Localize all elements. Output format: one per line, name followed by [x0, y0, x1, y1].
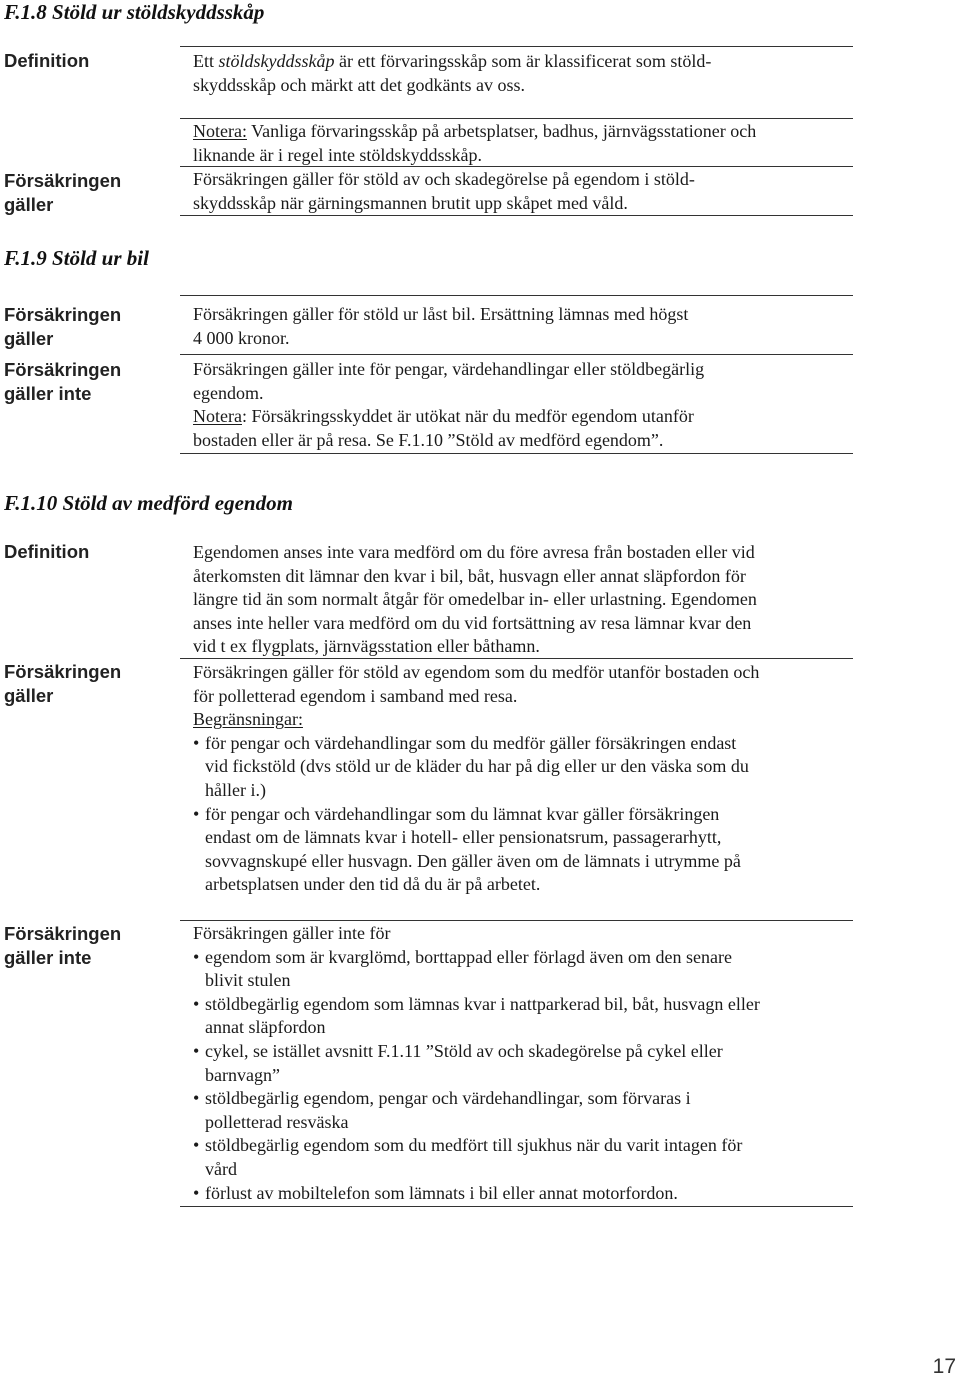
exclusion-text: Försäkringen gäller inte för • egendom som är kvarglömd, borttappad eller förlagd även om den senare blivit stulen • stöldbegärlig egendom som lämnas kvar i nattparkerad bil, båt, husvagn eller annat släpfordon • cykel, se istället avsnitt F.1.11 ”Stöld av och skadegörelse på cykel eller barnvagn” • stöldbegärlig egendom, pengar och värdehandlingar, som förvaras i polletterad resväska • stöldbegärlig egendom som du medfört till sjukhus när du varit intagen för vård • förlust av mobiltelefon som lämnats i bil eller annat motorfordon.	[193, 922, 760, 1205]
label-coverage: Försäkringen gäller	[4, 661, 122, 706]
divider	[180, 354, 853, 355]
definition-line: Ett stöldskyddsskåp är ett förvaringsskåp som är klassificerat som stöld-	[193, 51, 712, 71]
divider	[180, 46, 853, 47]
label-exclusions: Försäkringen gäller inte	[4, 359, 122, 404]
label-definition: Definition	[4, 541, 90, 562]
list-item: • cykel, se istället avsnitt F.1.11 ”Stöld av och skadegörelse på cykel eller barnvagn”	[193, 1040, 760, 1087]
limitations-list	[193, 732, 759, 897]
section-heading-f110: F.1.10 Stöld av medförd egendom	[4, 491, 293, 515]
defined-term: stöldskyddsskåp	[218, 51, 335, 71]
divider	[180, 1206, 853, 1207]
coverage-text: Försäkringen gäller för stöld av egendom som du medför utanför bostaden och för polletterad egendom i samband med resa. Begränsningar: • för pengar och värdehandlingar som du medför gäller försäkringen endast vid fickstöld (dvs stöld ur de kläder du har på dig eller ur den väska som du håller i.) • för pengar och värdehandlingar som du lämnat kvar gäller försäkringen endast om de lämnats kvar i hotell- eller pensionatsrum, passagerarhytt, sovvagnskupé eller husvagn. Den gäller även om de lämnats i utrymme på arbetsplatsen under den tid då du är på arbetet.	[193, 661, 759, 897]
note-text: Notera: Vanliga förvaringsskåp på arbetsplatser, badhus, järnvägsstationer och liknande är i regel inte stöldskyddsskåp.	[193, 121, 757, 165]
divider	[180, 920, 853, 921]
list-item: • stöldbegärlig egendom som du medfört till sjukhus när du varit intagen för vård	[193, 1134, 760, 1181]
list-item: • stöldbegärlig egendom som lämnas kvar i nattparkerad bil, båt, husvagn eller annat släpfordon	[193, 993, 760, 1040]
divider	[180, 215, 853, 216]
label-definition: Definition	[4, 50, 90, 71]
list-item: • för pengar och värdehandlingar som du medför gäller försäkringen endast vid fickstöld (dvs stöld ur de kläder du har på dig eller ur den väska som du håller i.)	[193, 732, 759, 803]
note-label: Notera	[193, 406, 242, 427]
page-number: 17	[932, 1355, 956, 1378]
coverage-text: Försäkringen gäller för stöld av och skadegörelse på egendom i stöld- skyddsskåp när gärningsmannen brutit upp skåpet med våld.	[193, 169, 695, 213]
label-coverage: Försäkringen gäller	[4, 170, 122, 215]
divider	[180, 658, 853, 659]
limitations-label: Begränsningar:	[193, 709, 303, 730]
definition-text: Egendomen anses inte vara medförd om du före avresa från bostaden eller vid återkomsten dit lämnar den kvar i bil, båt, husvagn eller annat släpfordon för längre tid än som normalt åtgår för omedelbar in- eller urlastning. Egendomen anses inte heller vara medförd om du vid fortsättning av resa lämnar kvar den vid t ex flygplats, järnvägsstation eller båthamn.	[193, 542, 757, 657]
divider	[180, 166, 853, 167]
list-item: • förlust av mobiltelefon som lämnats i bil eller annat motorfordon.	[193, 1182, 760, 1206]
definition-line: skyddsskåp och märkt att det godkänts av oss.	[193, 74, 525, 95]
label-coverage: Försäkringen gäller	[4, 304, 122, 349]
divider	[180, 118, 853, 119]
section-heading-f19: F.1.9 Stöld ur bil	[4, 246, 149, 270]
list-item: • för pengar och värdehandlingar som du lämnat kvar gäller försäkringen endast om de lämnats kvar i hotell- eller pensionatsrum, passagerarhytt, sovvagnskupé eller husvagn. Den gäller även om de lämnats i utrymme på arbetsplatsen under den tid då du är på arbetet.	[193, 803, 759, 897]
note-label: Notera:	[193, 121, 247, 141]
definition-text	[193, 50, 711, 97]
divider	[180, 453, 853, 454]
exclusion-text: Försäkringen gäller inte för pengar, värdehandlingar eller stöldbegärlig egendom. Notera: Försäkringsskyddet är utökat när du medför egendom utanför bostaden eller är på resa. Se F.1.10 ”Stöld av medförd egendom”.	[193, 359, 705, 450]
section-heading-f18: F.1.8 Stöld ur stöldskyddsskåp	[4, 0, 265, 24]
list-item: • egendom som är kvarglömd, borttappad eller förlagd även om den senare blivit stulen	[193, 946, 760, 993]
exclusions-list	[193, 946, 760, 1206]
label-exclusions: Försäkringen gäller inte	[4, 923, 122, 968]
divider	[180, 295, 853, 296]
coverage-text: Försäkringen gäller för stöld ur låst bil. Ersättning lämnas med högst 4 000 kronor.	[193, 304, 689, 348]
list-item: • stöldbegärlig egendom, pengar och värdehandlingar, som förvaras i polletterad resväska	[193, 1087, 760, 1134]
